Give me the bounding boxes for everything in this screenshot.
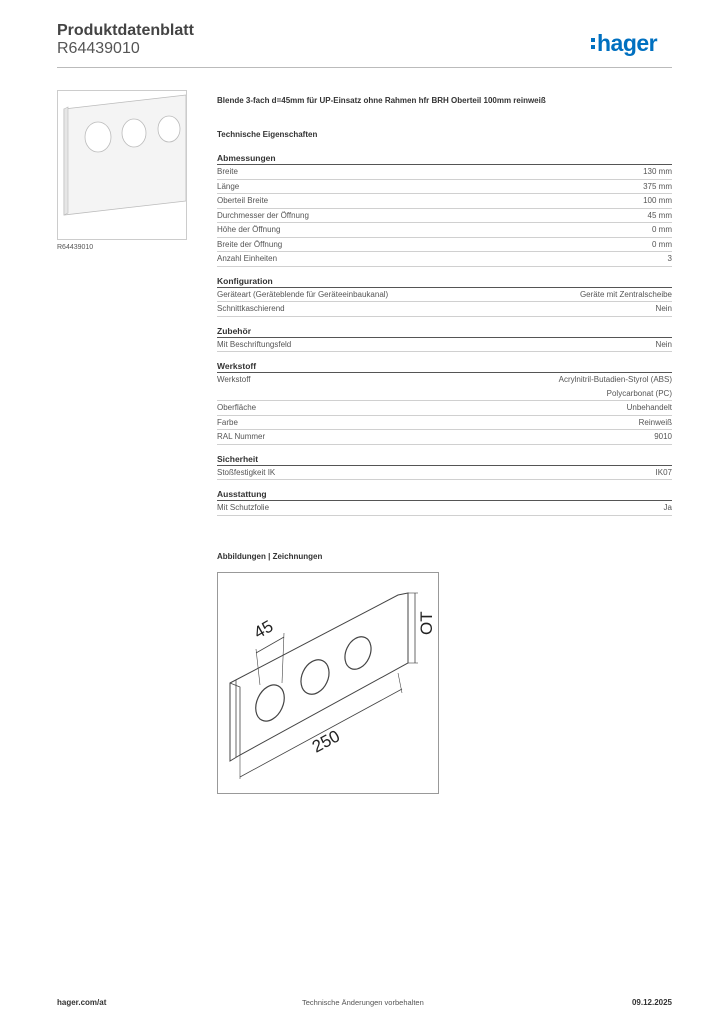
spec-row: [217, 238, 672, 253]
spec-value: [639, 416, 672, 430]
spec-row: [217, 338, 672, 353]
dimension-drawing: [218, 573, 438, 793]
section-title: Werkstoff: [217, 360, 672, 373]
spec-value: [648, 209, 672, 223]
section-title: Abmessungen: [217, 152, 672, 165]
spec-label: Durchmesser der Öffnung: [217, 210, 309, 220]
spec-row: [217, 401, 672, 416]
spec-label: Länge: [217, 181, 240, 191]
spec-label: Werkstoff: [217, 375, 251, 384]
spec-row: [217, 288, 672, 303]
spec-section: [217, 488, 672, 516]
logo-dots-icon: [591, 38, 595, 49]
spec-section: [217, 360, 672, 445]
spec-section: [217, 275, 672, 317]
footer-notice: Technische Änderungen vorbehalten: [302, 998, 424, 1007]
spec-label: Geräteart (Geräteblende für Geräteeinbaukanal): [217, 289, 389, 299]
spec-value-line: Nein: [655, 339, 672, 349]
spec-value-line: 45 mm: [647, 210, 672, 220]
technical-properties-heading: Technische Eigenschaften: [217, 130, 318, 139]
spec-label: Oberfläche: [217, 403, 257, 412]
product-code: R64439010: [57, 40, 140, 57]
spec-row: [217, 501, 672, 516]
section-title: Konfiguration: [217, 275, 672, 288]
spec-section: [217, 152, 672, 267]
spec-label: Breite: [217, 167, 238, 176]
spec-value: [643, 194, 672, 208]
spec-value: [580, 288, 672, 302]
spec-row: [217, 430, 672, 445]
spec-label: Mit Schutzfolie: [217, 503, 270, 512]
spec-value-line: 3: [667, 254, 672, 263]
spec-value-line: 130 mm: [643, 167, 672, 176]
spec-value: [627, 401, 672, 415]
spec-value: [652, 238, 672, 252]
specification-panel: [217, 96, 672, 516]
spec-row: [217, 209, 672, 224]
spec-value-line: Ja: [663, 503, 672, 512]
spec-value: [652, 223, 672, 237]
spec-value-line: Geräte mit Zentralscheibe: [579, 289, 672, 299]
technical-drawing: [217, 572, 439, 794]
spec-row: [217, 223, 672, 238]
spec-value: [559, 373, 672, 400]
spec-value: [656, 302, 672, 316]
dim-label-45: 45: [250, 616, 277, 643]
spec-row: [217, 165, 672, 180]
faceplate-thumbnail-icon: [58, 91, 186, 239]
header-divider: [57, 67, 672, 68]
spec-label: Breite der Öffnung: [217, 239, 283, 249]
product-title: Blende 3-fach d=45mm für UP-Einsatz ohne Rahmen hfr BRH Oberteil 100mm reinweiß: [217, 96, 546, 105]
spec-sections: [217, 152, 672, 516]
figures-heading: Abbildungen | Zeichnungen: [217, 552, 323, 561]
spec-label: Mit Beschriftungsfeld: [217, 339, 292, 349]
spec-label: RAL Nummer: [217, 432, 266, 441]
spec-value-line: IK07: [655, 467, 672, 477]
footer-website[interactable]: hager.com/at: [57, 998, 107, 1007]
spec-value-line: 375 mm: [643, 181, 672, 191]
spec-value: [643, 180, 672, 194]
thumbnail-caption: R64439010: [57, 244, 94, 251]
spec-value-line: 100 mm: [643, 196, 672, 205]
spec-value-line: Reinweiß: [638, 417, 672, 427]
spec-label: Höhe der Öffnung: [217, 225, 281, 234]
dim-label-ot: OT: [417, 611, 436, 635]
spec-label: Farbe: [217, 417, 238, 427]
spec-row: [217, 416, 672, 431]
spec-value-line: 9010: [654, 432, 672, 441]
spec-label: Stoßfestigkeit IK: [217, 467, 276, 477]
spec-row: [217, 466, 672, 481]
spec-section: [217, 325, 672, 353]
spec-row: [217, 252, 672, 267]
spec-value: [656, 466, 672, 480]
spec-value-line: 0 mm: [652, 239, 672, 249]
spec-value-line: Nein: [655, 304, 672, 313]
spec-row: [217, 194, 672, 209]
spec-value-line: 0 mm: [652, 225, 672, 234]
spec-value: [668, 252, 672, 266]
spec-value: [643, 165, 672, 179]
spec-label: Anzahl Einheiten: [217, 254, 278, 263]
logo-text: hager: [597, 30, 658, 56]
section-title: Ausstattung: [217, 488, 672, 501]
spec-value: [664, 501, 672, 515]
document-title: Produktdatenblatt: [57, 22, 194, 39]
dim-label-250: 250: [308, 726, 343, 757]
spec-label: Schnittkaschierend: [217, 304, 285, 313]
spec-value: [656, 338, 672, 352]
spec-row: [217, 373, 672, 401]
spec-row: [217, 302, 672, 317]
spec-value-line: Unbehandelt: [626, 403, 672, 412]
product-thumbnail: [57, 90, 187, 240]
spec-section: [217, 453, 672, 481]
spec-value-line: Polycarbonat (PC): [606, 388, 672, 398]
spec-value-line: Acrylnitril-Butadien-Styrol (ABS): [558, 375, 672, 384]
spec-value: [654, 430, 672, 444]
section-title: Zubehör: [217, 325, 672, 338]
section-title: Sicherheit: [217, 453, 672, 466]
spec-label: Oberteil Breite: [217, 196, 269, 205]
hager-logo: [591, 30, 657, 57]
footer-date: 09.12.2025: [631, 998, 672, 1007]
spec-row: [217, 180, 672, 195]
